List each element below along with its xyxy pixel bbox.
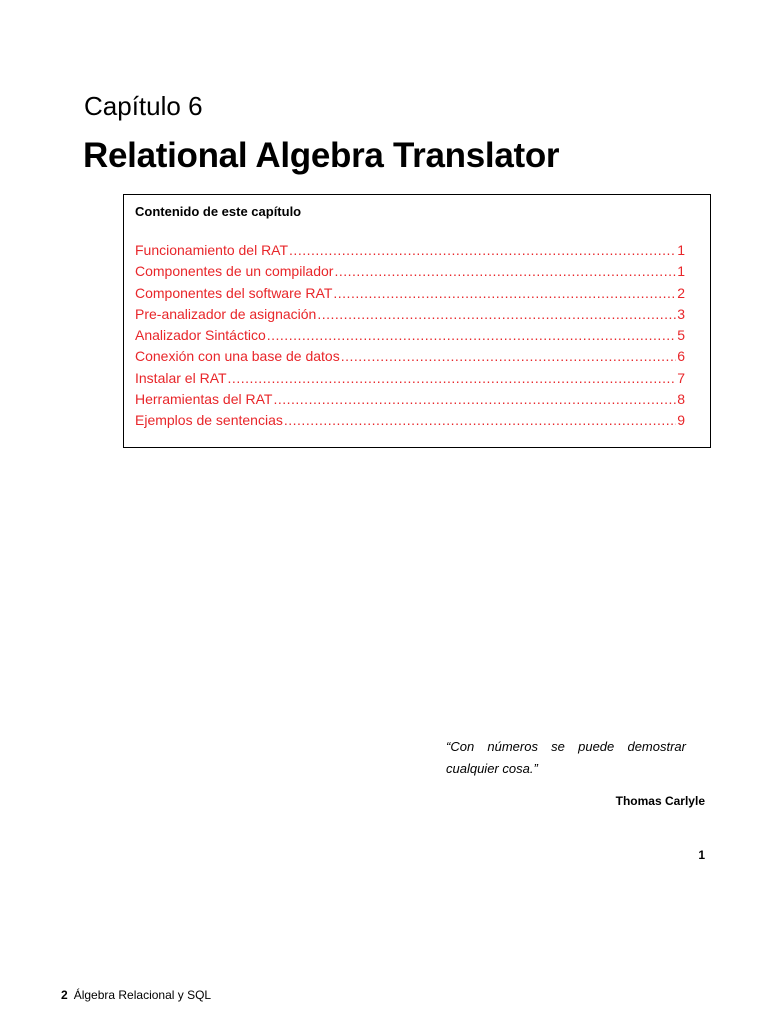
toc-leader-dots xyxy=(334,261,676,282)
toc-list xyxy=(135,240,685,432)
toc-item-title: Conexión con una base de datos xyxy=(135,348,340,365)
toc-leader-dots xyxy=(284,410,676,431)
chapter-title: Relational Algebra Translator xyxy=(83,136,560,175)
toc-item-title: Componentes del software RAT xyxy=(135,284,333,301)
toc-leader-dots xyxy=(267,325,676,346)
epigraph-author: Thomas Carlyle xyxy=(615,794,705,808)
page-footer xyxy=(61,986,211,1004)
toc-leader-dots xyxy=(333,283,676,304)
toc-item-title: Pre-analizador de asignación xyxy=(135,305,317,322)
toc-item[interactable] xyxy=(135,261,685,282)
page-number: 1 xyxy=(698,848,705,862)
toc-leader-dots xyxy=(228,368,677,389)
toc-item[interactable] xyxy=(135,325,685,346)
toc-leader-dots xyxy=(273,389,676,410)
toc-item[interactable] xyxy=(135,240,685,261)
toc-item-title: Analizador Sintáctico xyxy=(135,327,266,344)
footer-page-number: 2 xyxy=(61,988,68,1002)
toc-item-page: 6 xyxy=(677,348,685,365)
toc-leader-dots xyxy=(317,304,676,325)
toc-item-page: 1 xyxy=(677,242,685,258)
toc-item-page: 1 xyxy=(677,263,685,280)
toc-item[interactable] xyxy=(135,346,685,367)
toc-item-page: 9 xyxy=(677,412,685,429)
epigraph-quote: “Con números se puede demostrar cualquier cosa.” xyxy=(446,739,686,776)
chapter-label: Capítulo 6 xyxy=(84,91,203,121)
toc-item-title: Instalar el RAT xyxy=(135,369,227,386)
toc-item-title: Funcionamiento del RAT xyxy=(135,242,289,258)
toc-item-page: 3 xyxy=(677,305,685,322)
toc-item-page: 5 xyxy=(677,327,685,344)
toc-item-page: 2 xyxy=(677,284,685,301)
toc-leader-dots xyxy=(289,240,676,261)
toc-item-title: Ejemplos de sentencias xyxy=(135,412,283,429)
toc-item[interactable] xyxy=(135,283,685,304)
toc-leader-dots xyxy=(341,346,676,367)
toc-item-page: 8 xyxy=(677,391,685,408)
toc-heading: Contenido de este capítulo xyxy=(135,204,302,219)
toc-item-title: Componentes de un compilador xyxy=(135,263,334,280)
footer-book-title: Álgebra Relacional y SQL xyxy=(73,988,212,1002)
table-of-contents xyxy=(123,194,711,448)
toc-item[interactable] xyxy=(135,304,685,325)
toc-item[interactable] xyxy=(135,410,685,431)
toc-item[interactable] xyxy=(135,368,685,389)
toc-item-title: Herramientas del RAT xyxy=(135,391,273,408)
toc-item-page: 7 xyxy=(677,369,685,386)
toc-item[interactable] xyxy=(135,389,685,410)
